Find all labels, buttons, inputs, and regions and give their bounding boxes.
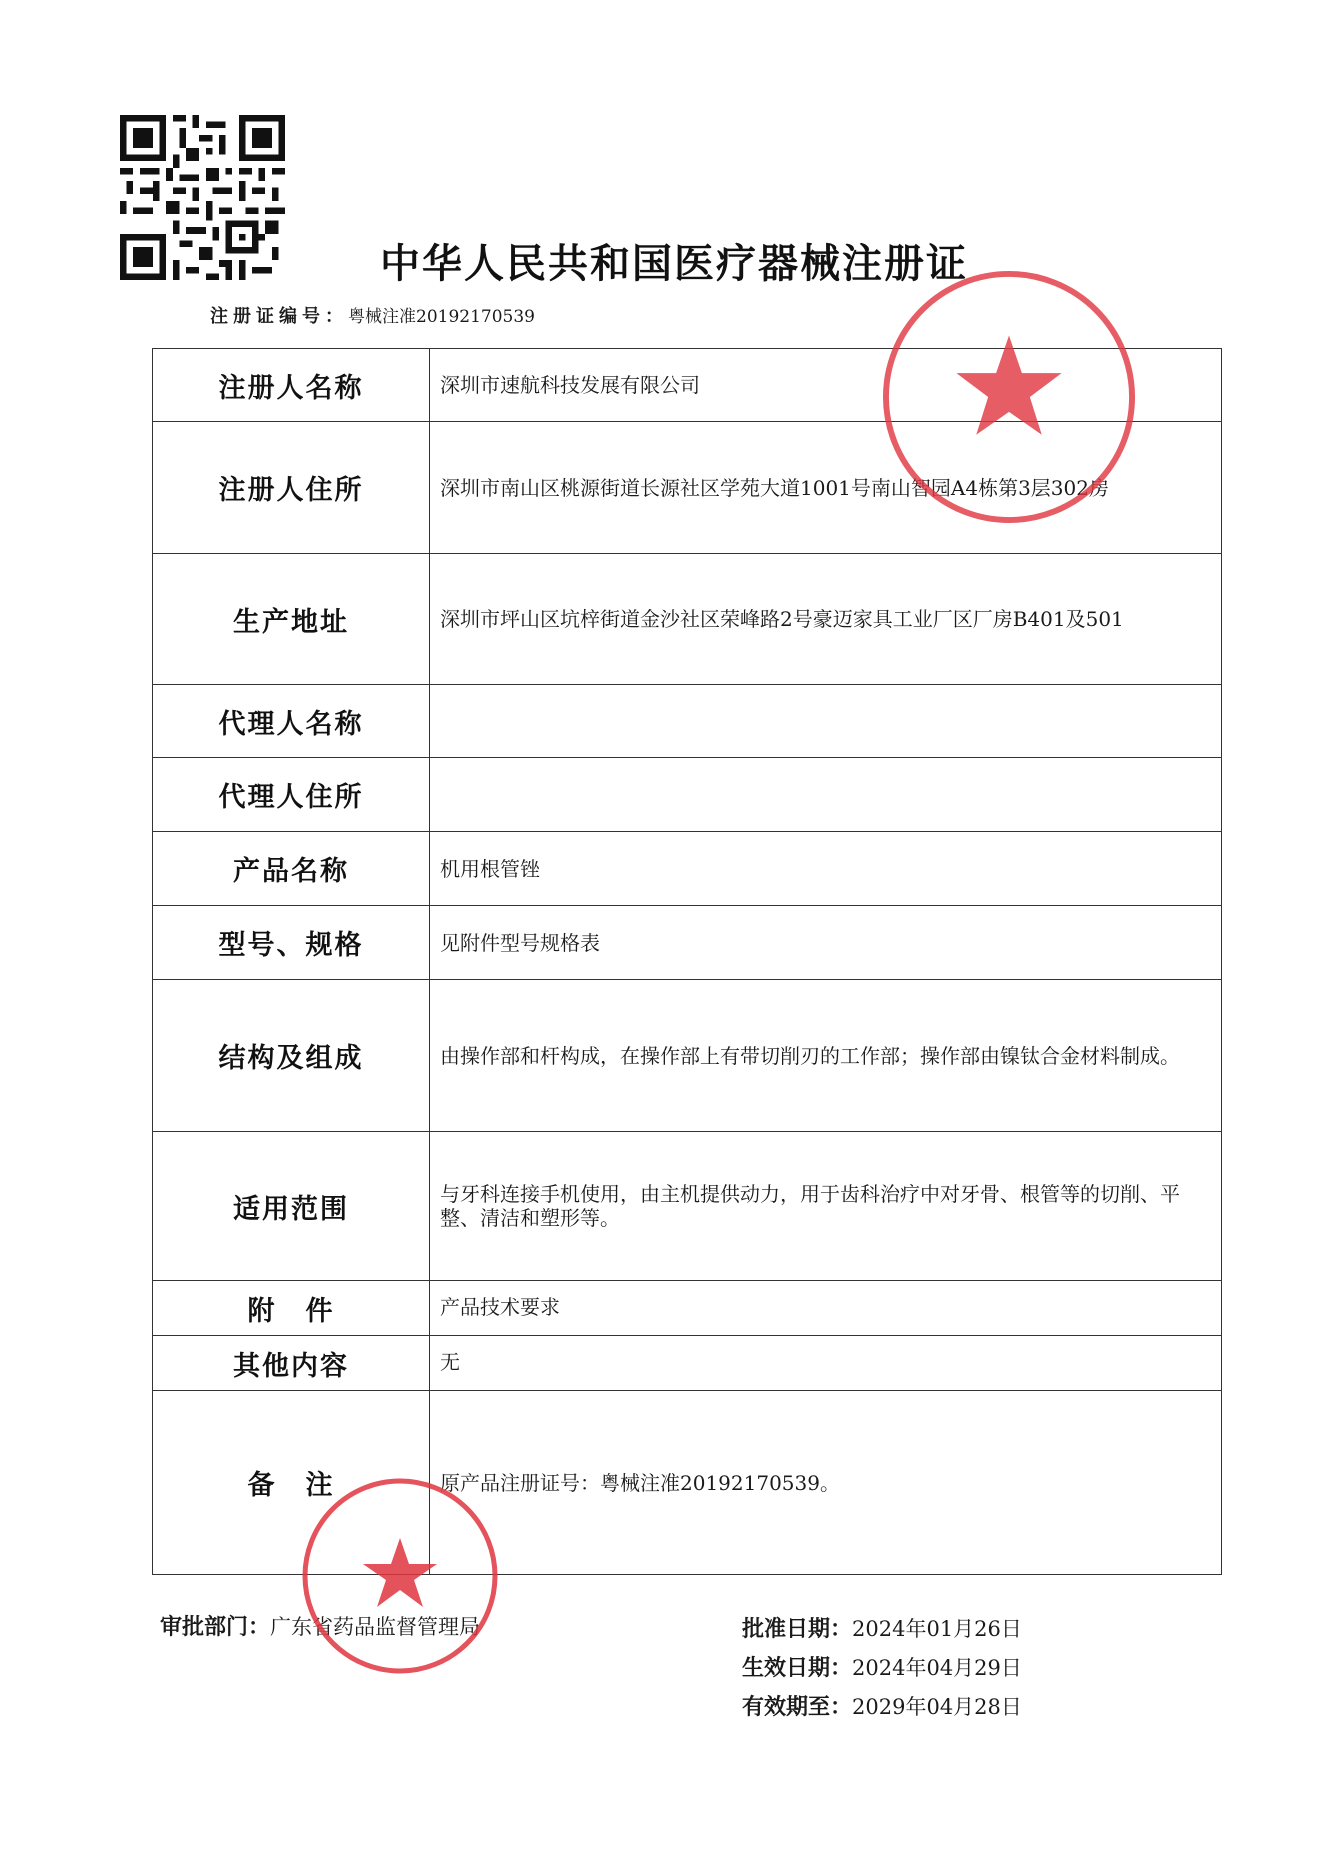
row-value: 深圳市南山区桃源街道长源社区学苑大道1001号南山智园A4栋第3层302房 bbox=[430, 422, 1222, 554]
row-value bbox=[430, 758, 1222, 832]
row-value bbox=[430, 685, 1222, 758]
row-label: 型号、规格 bbox=[153, 906, 430, 980]
registration-number bbox=[210, 302, 535, 328]
expiry-date bbox=[742, 1688, 1022, 1727]
certificate-table bbox=[152, 348, 1222, 1575]
row-value: 见附件型号规格表 bbox=[430, 906, 1222, 980]
row-value: 深圳市坪山区坑梓街道金沙社区荣峰路2号豪迈家具工业厂区厂房B401及501 bbox=[430, 554, 1222, 685]
date-block bbox=[742, 1610, 1022, 1727]
effective-date bbox=[742, 1649, 1022, 1688]
expiry-date-label: 有效期至： bbox=[742, 1695, 853, 1720]
table-row bbox=[153, 980, 1222, 1132]
qr-code-icon bbox=[120, 115, 285, 280]
row-value: 产品技术要求 bbox=[430, 1281, 1222, 1336]
row-value: 机用根管锉 bbox=[430, 832, 1222, 906]
table-row bbox=[153, 554, 1222, 685]
row-label: 注册人名称 bbox=[153, 349, 430, 422]
row-label: 适用范围 bbox=[153, 1132, 430, 1281]
row-label: 结构及组成 bbox=[153, 980, 430, 1132]
approval-department-value: 广东省药品监督管理局 bbox=[270, 1615, 481, 1639]
approval-date bbox=[742, 1610, 1022, 1649]
approval-date-label: 批准日期： bbox=[742, 1617, 853, 1642]
table-row bbox=[153, 832, 1222, 906]
row-label: 产品名称 bbox=[153, 832, 430, 906]
row-label: 备 注 bbox=[153, 1391, 430, 1575]
effective-date-value: 2024年04月29日 bbox=[852, 1656, 1022, 1680]
approval-date-value: 2024年01月26日 bbox=[852, 1617, 1022, 1641]
approval-department-label: 审批部门： bbox=[160, 1615, 271, 1640]
table-row bbox=[153, 349, 1222, 422]
table-row bbox=[153, 906, 1222, 980]
effective-date-label: 生效日期： bbox=[742, 1656, 853, 1681]
row-label: 代理人住所 bbox=[153, 758, 430, 832]
row-label: 生产地址 bbox=[153, 554, 430, 685]
registration-number-label: 注册证编号： bbox=[210, 306, 348, 327]
row-label: 其他内容 bbox=[153, 1336, 430, 1391]
registration-number-value: 粤械注准20192170539 bbox=[348, 307, 535, 327]
row-value: 深圳市速航科技发展有限公司 bbox=[430, 349, 1222, 422]
table-row bbox=[153, 1336, 1222, 1391]
row-label: 附 件 bbox=[153, 1281, 430, 1336]
table-row bbox=[153, 1391, 1222, 1575]
approval-department bbox=[160, 1610, 480, 1641]
table-row bbox=[153, 422, 1222, 554]
row-value: 无 bbox=[430, 1336, 1222, 1391]
table-row bbox=[153, 1132, 1222, 1281]
row-value: 原产品注册证号：粤械注准20192170539。 bbox=[430, 1391, 1222, 1575]
table-row bbox=[153, 1281, 1222, 1336]
certificate-title: 中华人民共和国医疗器械注册证 bbox=[380, 241, 968, 287]
row-label: 注册人住所 bbox=[153, 422, 430, 554]
table-row bbox=[153, 685, 1222, 758]
row-label: 代理人名称 bbox=[153, 685, 430, 758]
row-value: 由操作部和杆构成，在操作部上有带切削刃的工作部；操作部由镍钛合金材料制成。 bbox=[430, 980, 1222, 1132]
row-value: 与牙科连接手机使用，由主机提供动力，用于齿科治疗中对牙骨、根管等的切削、平整、清洁和塑形等。 bbox=[430, 1132, 1222, 1281]
expiry-date-value: 2029年04月28日 bbox=[852, 1695, 1022, 1719]
table-row bbox=[153, 758, 1222, 832]
